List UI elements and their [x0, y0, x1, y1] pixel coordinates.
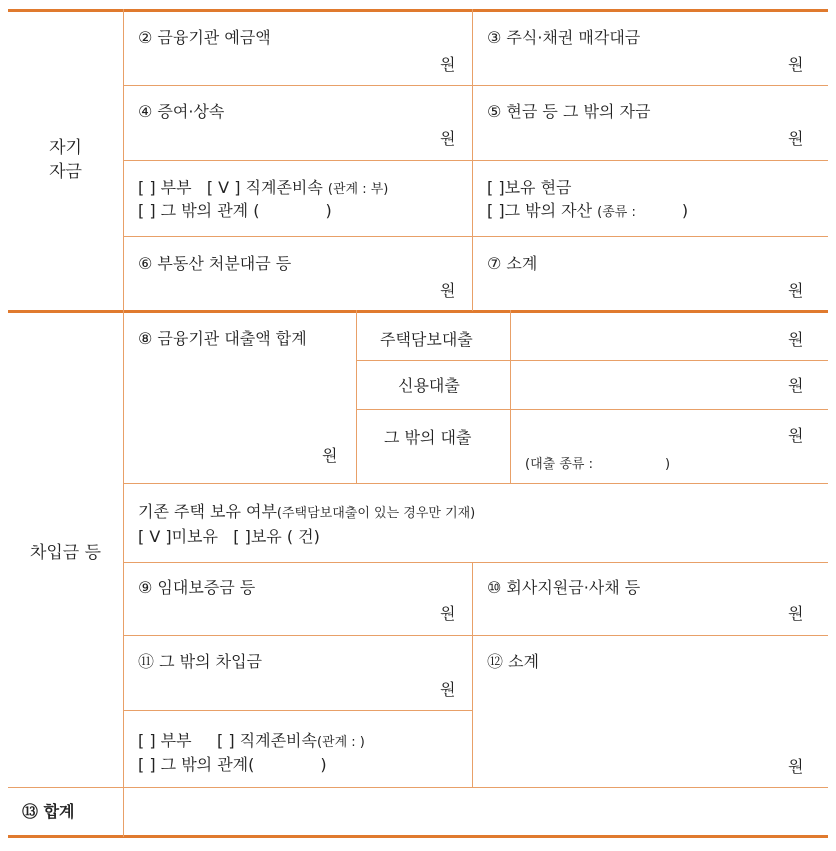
- securities-label: ③ 주식·채권 매각대금: [487, 28, 641, 47]
- paren-close: ): [681, 201, 689, 220]
- other-loan-label: 그 밖의 대출: [384, 428, 472, 447]
- total-label: ⑬ 합계: [22, 802, 75, 821]
- relation-spouse-lineal: [138, 178, 388, 200]
- company-support-label: ⑩ 회사지원금·사채 등: [487, 578, 641, 597]
- loan-type-label: (대출 종류 :: [525, 457, 593, 472]
- rule-bottom: [8, 835, 828, 838]
- other-borrowing-unit: 원: [440, 680, 456, 699]
- checkbox-spouse-2[interactable]: [ ] 부부: [138, 731, 192, 750]
- existing-house-options: [138, 527, 320, 547]
- existing-house-note: (주택담보대출이 있는 경우만 기재): [276, 506, 476, 521]
- rule: [356, 409, 828, 410]
- rule: [124, 483, 828, 484]
- checkbox-lineal[interactable]: [ V ] 직계존비속: [206, 178, 323, 197]
- checkbox-owned[interactable]: [ ]보유 ( 건): [233, 527, 320, 546]
- checkbox-other-relation[interactable]: [ ] 그 밖의 관계 (: [138, 201, 260, 220]
- lineal-relation-note-2: (관계 : ): [316, 735, 365, 750]
- rule-section: [8, 310, 828, 313]
- rule: [124, 85, 828, 86]
- existing-house-label: 기존 주택 보유 여부: [138, 502, 277, 521]
- rule: [124, 710, 472, 711]
- real-estate-unit: 원: [440, 281, 456, 300]
- other-borrowing-label: ⑪ 그 밖의 차입금: [138, 652, 262, 671]
- rule: [124, 236, 828, 237]
- rule: [510, 310, 511, 484]
- paren-close: ): [664, 457, 671, 472]
- checkbox-lineal-2[interactable]: [ ] 직계존비속: [217, 731, 317, 750]
- paren-close: ): [325, 201, 332, 220]
- checkbox-other-relation-2[interactable]: [ ] 그 밖의 관계(: [138, 755, 255, 774]
- lease-deposit-label: ⑨ 임대보증금 등: [138, 578, 256, 597]
- rule: [123, 9, 124, 837]
- borrowed-subtotal-unit: 원: [788, 757, 804, 776]
- checkbox-not-owned[interactable]: [ V ]미보유: [138, 527, 218, 546]
- other-assets: [487, 201, 688, 223]
- deposits-unit: 원: [440, 55, 456, 74]
- gift-unit: 원: [440, 129, 456, 148]
- real-estate-label: ⑥ 부동산 처분대금 등: [138, 254, 292, 273]
- checkbox-spouse[interactable]: [ ] 부부: [138, 178, 192, 197]
- deposits-label: ② 금융기관 예금액: [138, 28, 271, 47]
- loan-total-unit: 원: [322, 446, 338, 465]
- credit-loan-label: 신용대출: [398, 376, 460, 395]
- lineal-relation-note: (관계 : 부): [327, 182, 389, 197]
- assets-type-note: (종류 :: [597, 205, 636, 220]
- rule: [124, 562, 828, 563]
- section-heading-self-funds: 자기 자금: [49, 138, 82, 182]
- mortgage-label: 주택담보대출: [380, 330, 473, 349]
- section-heading-borrowed: 차입금 등: [29, 543, 102, 563]
- rule: [124, 160, 828, 161]
- self-funds-subtotal-label: ⑦ 소계: [487, 254, 538, 273]
- cash-etc-unit: 원: [788, 129, 804, 148]
- checkbox-other-assets[interactable]: [ ]그 밖의 자산: [487, 201, 593, 220]
- paren-close: ): [320, 755, 327, 774]
- rule: [472, 562, 473, 788]
- cash-held-checkbox[interactable]: [ ]보유 현금: [487, 178, 572, 197]
- rule-top: [8, 9, 828, 12]
- rule: [8, 787, 828, 788]
- gift-label: ④ 증여·상속: [138, 102, 225, 121]
- loan-type-note: [525, 455, 670, 475]
- mortgage-unit: 원: [788, 330, 804, 349]
- lease-deposit-unit: 원: [440, 604, 456, 623]
- securities-unit: 원: [788, 55, 804, 74]
- existing-house-line: [138, 502, 475, 524]
- relation-other: [138, 201, 332, 221]
- loan-total-label: ⑧ 금융기관 대출액 합계: [138, 329, 307, 348]
- borrow-relation-line2: [138, 755, 327, 775]
- company-support-unit: 원: [788, 604, 804, 623]
- rule: [472, 9, 473, 311]
- rule: [356, 360, 828, 361]
- other-loan-unit: 원: [788, 426, 804, 445]
- self-funds-subtotal-unit: 원: [788, 281, 804, 300]
- rule: [124, 635, 828, 636]
- borrowed-subtotal-label: ⑫ 소계: [487, 652, 539, 671]
- borrow-relation-line1: [138, 731, 365, 753]
- credit-loan-unit: 원: [788, 376, 804, 395]
- cash-etc-label: ⑤ 현금 등 그 밖의 자금: [487, 102, 651, 121]
- rule: [356, 310, 357, 484]
